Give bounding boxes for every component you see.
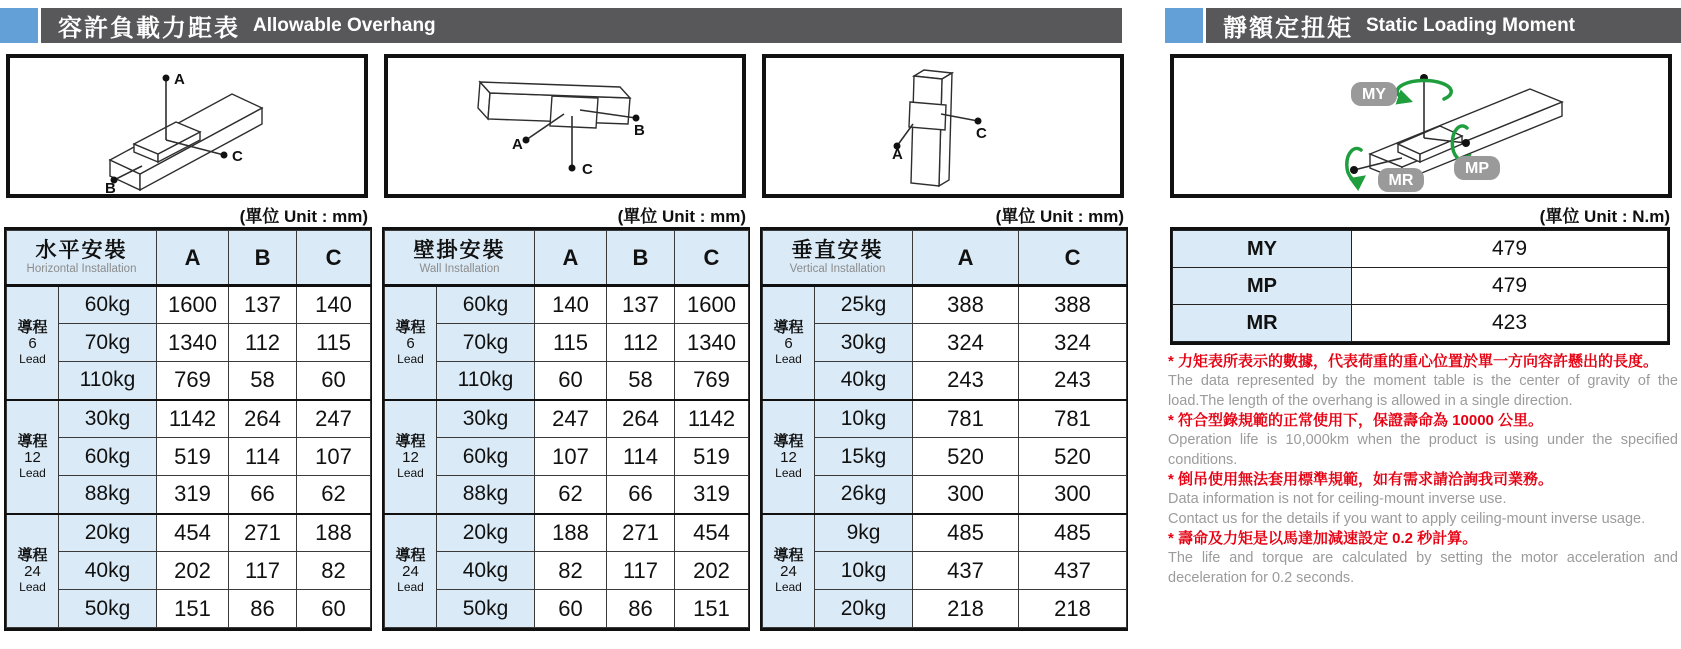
table-row bbox=[763, 286, 1127, 324]
value-cell: 188 bbox=[297, 514, 371, 552]
weight-cell: 50kg bbox=[437, 590, 535, 628]
note-zh: * 倒吊使用無法套用標準規範，如有需求請洽詢我司業務。 bbox=[1168, 471, 1554, 488]
lead-cell: 導程 6 Lead bbox=[763, 286, 815, 400]
value-cell: 454 bbox=[675, 514, 749, 552]
value-cell: 264 bbox=[607, 400, 675, 438]
weight-cell: 30kg bbox=[59, 400, 157, 438]
table-row bbox=[7, 362, 371, 400]
value-cell: 82 bbox=[297, 552, 371, 590]
weight-cell: 25kg bbox=[815, 286, 913, 324]
weight-cell: 20kg bbox=[59, 514, 157, 552]
table-row bbox=[1173, 268, 1668, 305]
column-header: A bbox=[535, 231, 607, 286]
weight-cell: 10kg bbox=[815, 400, 913, 438]
weight-cell: 40kg bbox=[59, 552, 157, 590]
moment-title-en: Static Loading Moment bbox=[1366, 14, 1575, 36]
weight-cell: 20kg bbox=[815, 590, 913, 628]
table-row bbox=[385, 438, 749, 476]
value-cell: 140 bbox=[297, 286, 371, 324]
table-row bbox=[7, 400, 371, 438]
table-row bbox=[763, 552, 1127, 590]
value-cell: 66 bbox=[229, 476, 297, 514]
my-badge-label: MY bbox=[1362, 86, 1386, 103]
vertical-installation-diagram bbox=[762, 54, 1124, 198]
lead-cell: 導程 6 Lead bbox=[385, 286, 437, 400]
table-row bbox=[385, 362, 749, 400]
moment-row-value: 423 bbox=[1352, 305, 1668, 342]
table-header-row bbox=[385, 231, 749, 286]
lead-cell: 導程 6 Lead bbox=[7, 286, 59, 400]
value-cell: 1600 bbox=[157, 286, 229, 324]
moment-row-value: 479 bbox=[1352, 231, 1668, 268]
overhang-title-zh: 容許負載力距表 bbox=[58, 15, 240, 42]
value-cell: 271 bbox=[229, 514, 297, 552]
table-header-row bbox=[763, 231, 1127, 286]
value-cell: 319 bbox=[157, 476, 229, 514]
unit-label-mm: (單位 Unit : mm) bbox=[239, 207, 368, 226]
lead-cell: 導程 24 Lead bbox=[385, 514, 437, 628]
weight-cell: 26kg bbox=[815, 476, 913, 514]
column-header: C bbox=[675, 231, 749, 286]
value-cell: 115 bbox=[297, 324, 371, 362]
value-cell: 202 bbox=[157, 552, 229, 590]
value-cell: 117 bbox=[229, 552, 297, 590]
table-row bbox=[7, 552, 371, 590]
value-cell: 112 bbox=[607, 324, 675, 362]
lead-cell: 導程 24 Lead bbox=[7, 514, 59, 628]
table-row bbox=[7, 590, 371, 628]
point-label-c: C bbox=[582, 161, 593, 178]
lead-cell: 導程 12 Lead bbox=[385, 400, 437, 514]
value-cell: 82 bbox=[535, 552, 607, 590]
weight-cell: 30kg bbox=[437, 400, 535, 438]
value-cell: 60 bbox=[535, 362, 607, 400]
weight-cell: 110kg bbox=[437, 362, 535, 400]
column-header: B bbox=[229, 231, 297, 286]
point-label-a: A bbox=[892, 146, 903, 163]
table-row bbox=[763, 476, 1127, 514]
value-cell: 86 bbox=[607, 590, 675, 628]
weight-cell: 15kg bbox=[815, 438, 913, 476]
lead-cell: 導程 24 Lead bbox=[763, 514, 815, 628]
moment-section-header bbox=[1165, 8, 1681, 43]
wall-installation-diagram bbox=[384, 54, 746, 198]
value-cell: 58 bbox=[229, 362, 297, 400]
moment-row-label: MY bbox=[1173, 231, 1352, 268]
value-cell: 388 bbox=[913, 286, 1019, 324]
table-row bbox=[763, 590, 1127, 628]
accent-square bbox=[1165, 8, 1203, 43]
value-cell: 1340 bbox=[157, 324, 229, 362]
weight-cell: 50kg bbox=[59, 590, 157, 628]
value-cell: 62 bbox=[297, 476, 371, 514]
moment-title-bar bbox=[1206, 8, 1681, 43]
value-cell: 247 bbox=[535, 400, 607, 438]
column-header: A bbox=[157, 231, 229, 286]
value-cell: 62 bbox=[535, 476, 607, 514]
vertical-rail-drawing bbox=[766, 58, 1120, 194]
note-zh: * 壽命及力矩是以馬達加減速設定 0.2 秒計算。 bbox=[1168, 530, 1478, 547]
value-cell: 519 bbox=[157, 438, 229, 476]
table-title: 壁掛安裝 Wall Installation bbox=[385, 231, 535, 286]
table-header-row bbox=[7, 231, 371, 286]
value-cell: 520 bbox=[1019, 438, 1127, 476]
value-cell: 218 bbox=[913, 590, 1019, 628]
weight-cell: 70kg bbox=[437, 324, 535, 362]
table-row bbox=[7, 324, 371, 362]
table-row bbox=[763, 400, 1127, 438]
weight-cell: 60kg bbox=[437, 286, 535, 324]
point-label-b: B bbox=[634, 122, 645, 139]
value-cell: 781 bbox=[913, 400, 1019, 438]
value-cell: 1142 bbox=[157, 400, 229, 438]
table-title: 水平安裝 Horizontal Installation bbox=[7, 231, 157, 286]
weight-cell: 20kg bbox=[437, 514, 535, 552]
value-cell: 188 bbox=[535, 514, 607, 552]
value-cell: 151 bbox=[157, 590, 229, 628]
table-row bbox=[1173, 231, 1668, 268]
table-row bbox=[7, 514, 371, 552]
mr-badge-label: MR bbox=[1388, 172, 1414, 189]
value-cell: 107 bbox=[535, 438, 607, 476]
value-cell: 117 bbox=[607, 552, 675, 590]
moment-row-label: MR bbox=[1173, 305, 1352, 342]
value-cell: 300 bbox=[1019, 476, 1127, 514]
horizontal-installation-diagram bbox=[6, 54, 368, 198]
horizontal-installation-table bbox=[4, 227, 372, 631]
table-row bbox=[7, 438, 371, 476]
value-cell: 115 bbox=[535, 324, 607, 362]
overhang-table bbox=[762, 230, 1127, 628]
table-row bbox=[385, 324, 749, 362]
overhang-title-en: Allowable Overhang bbox=[253, 14, 436, 36]
weight-cell: 9kg bbox=[815, 514, 913, 552]
overhang-table bbox=[384, 230, 749, 628]
value-cell: 60 bbox=[535, 590, 607, 628]
value-cell: 1600 bbox=[675, 286, 749, 324]
weight-cell: 60kg bbox=[437, 438, 535, 476]
value-cell: 140 bbox=[535, 286, 607, 324]
wall-rail-drawing bbox=[388, 58, 742, 194]
weight-cell: 88kg bbox=[59, 476, 157, 514]
value-cell: 520 bbox=[913, 438, 1019, 476]
value-cell: 60 bbox=[297, 362, 371, 400]
unit-label-mm: (單位 Unit : mm) bbox=[995, 207, 1124, 226]
column-header: A bbox=[913, 231, 1019, 286]
weight-cell: 60kg bbox=[59, 438, 157, 476]
note-en: The data represented by the moment table is the center of gravity of the load.The length of the overhang is allowed in a single direction. bbox=[1168, 373, 1678, 409]
static-moment-diagram bbox=[1170, 54, 1672, 198]
value-cell: 112 bbox=[229, 324, 297, 362]
moment-table bbox=[1170, 227, 1670, 345]
point-label-b: B bbox=[105, 180, 116, 194]
value-cell: 324 bbox=[913, 324, 1019, 362]
value-cell: 769 bbox=[675, 362, 749, 400]
value-cell: 137 bbox=[229, 286, 297, 324]
value-cell: 86 bbox=[229, 590, 297, 628]
wall-installation-table bbox=[382, 227, 750, 631]
overhang-title-bar bbox=[41, 8, 1122, 43]
moment-row-label: MP bbox=[1173, 268, 1352, 305]
value-cell: 300 bbox=[913, 476, 1019, 514]
table-row bbox=[385, 400, 749, 438]
table-row bbox=[1173, 305, 1668, 342]
column-header: C bbox=[1019, 231, 1127, 286]
note-en: Data information is not for ceiling-mount inverse use. bbox=[1168, 491, 1507, 507]
horizontal-rail-drawing bbox=[10, 58, 364, 194]
moment-row-value: 479 bbox=[1352, 268, 1668, 305]
lead-cell: 導程 12 Lead bbox=[763, 400, 815, 514]
accent-square bbox=[0, 8, 38, 43]
value-cell: 271 bbox=[607, 514, 675, 552]
weight-cell: 30kg bbox=[815, 324, 913, 362]
weight-cell: 10kg bbox=[815, 552, 913, 590]
footnotes bbox=[1168, 352, 1678, 588]
note-zh: * 力矩表所表示的數據，代表荷重的重心位置於單一方向容許懸出的長度。 bbox=[1168, 353, 1659, 370]
table-row bbox=[385, 286, 749, 324]
point-label-a: A bbox=[512, 136, 523, 153]
value-cell: 519 bbox=[675, 438, 749, 476]
unit-label-mm: (單位 Unit : mm) bbox=[617, 207, 746, 226]
point-label-c: C bbox=[232, 148, 243, 165]
value-cell: 137 bbox=[607, 286, 675, 324]
column-header: C bbox=[297, 231, 371, 286]
value-cell: 437 bbox=[913, 552, 1019, 590]
table-row bbox=[763, 514, 1127, 552]
note-block bbox=[1168, 411, 1678, 470]
value-cell: 151 bbox=[675, 590, 749, 628]
table-row bbox=[385, 514, 749, 552]
weight-cell: 70kg bbox=[59, 324, 157, 362]
value-cell: 264 bbox=[229, 400, 297, 438]
note-block bbox=[1168, 352, 1678, 411]
value-cell: 202 bbox=[675, 552, 749, 590]
weight-cell: 40kg bbox=[815, 362, 913, 400]
value-cell: 454 bbox=[157, 514, 229, 552]
value-cell: 60 bbox=[297, 590, 371, 628]
value-cell: 319 bbox=[675, 476, 749, 514]
table-row bbox=[385, 552, 749, 590]
value-cell: 781 bbox=[1019, 400, 1127, 438]
value-cell: 58 bbox=[607, 362, 675, 400]
value-cell: 485 bbox=[1019, 514, 1127, 552]
note-en: The life and torque are calculated by setting the motor acceleration and deceleration for 0.2 seconds. bbox=[1168, 550, 1678, 586]
mp-badge-label: MP bbox=[1465, 160, 1489, 177]
value-cell: 388 bbox=[1019, 286, 1127, 324]
note-block bbox=[1168, 470, 1678, 529]
weight-cell: 60kg bbox=[59, 286, 157, 324]
value-cell: 243 bbox=[913, 362, 1019, 400]
weight-cell: 110kg bbox=[59, 362, 157, 400]
value-cell: 769 bbox=[157, 362, 229, 400]
weight-cell: 88kg bbox=[437, 476, 535, 514]
value-cell: 1340 bbox=[675, 324, 749, 362]
moment-title-zh: 靜額定扭矩 bbox=[1223, 15, 1353, 42]
unit-label-nm: (單位 Unit : N.m) bbox=[1539, 207, 1670, 226]
table-row bbox=[763, 324, 1127, 362]
value-cell: 114 bbox=[607, 438, 675, 476]
point-label-a: A bbox=[174, 71, 185, 88]
table-row bbox=[7, 476, 371, 514]
point-label-c: C bbox=[976, 125, 987, 142]
overhang-section-header bbox=[0, 8, 1122, 43]
value-cell: 114 bbox=[229, 438, 297, 476]
note-en: Operation life is 10,000km when the product is using under the specified conditions. bbox=[1168, 432, 1678, 468]
note-block bbox=[1168, 529, 1678, 588]
value-cell: 218 bbox=[1019, 590, 1127, 628]
note-en: Contact us for the details if you want to apply ceiling-mount inverse usage. bbox=[1168, 510, 1646, 527]
column-header: B bbox=[607, 231, 675, 286]
value-cell: 1142 bbox=[675, 400, 749, 438]
table-row bbox=[7, 286, 371, 324]
value-cell: 243 bbox=[1019, 362, 1127, 400]
weight-cell: 40kg bbox=[437, 552, 535, 590]
value-cell: 107 bbox=[297, 438, 371, 476]
table-title: 垂直安裝 Vertical Installation bbox=[763, 231, 913, 286]
table-row bbox=[385, 590, 749, 628]
note-zh: * 符合型錄規範的正常使用下，保證壽命為 10000 公里。 bbox=[1168, 412, 1544, 429]
table-row bbox=[763, 438, 1127, 476]
value-cell: 66 bbox=[607, 476, 675, 514]
vertical-installation-table bbox=[760, 227, 1128, 631]
lead-cell: 導程 12 Lead bbox=[7, 400, 59, 514]
value-cell: 324 bbox=[1019, 324, 1127, 362]
value-cell: 247 bbox=[297, 400, 371, 438]
table-row bbox=[385, 476, 749, 514]
moment-rail-drawing bbox=[1174, 58, 1668, 194]
table-row bbox=[763, 362, 1127, 400]
value-cell: 485 bbox=[913, 514, 1019, 552]
overhang-table bbox=[6, 230, 371, 628]
value-cell: 437 bbox=[1019, 552, 1127, 590]
